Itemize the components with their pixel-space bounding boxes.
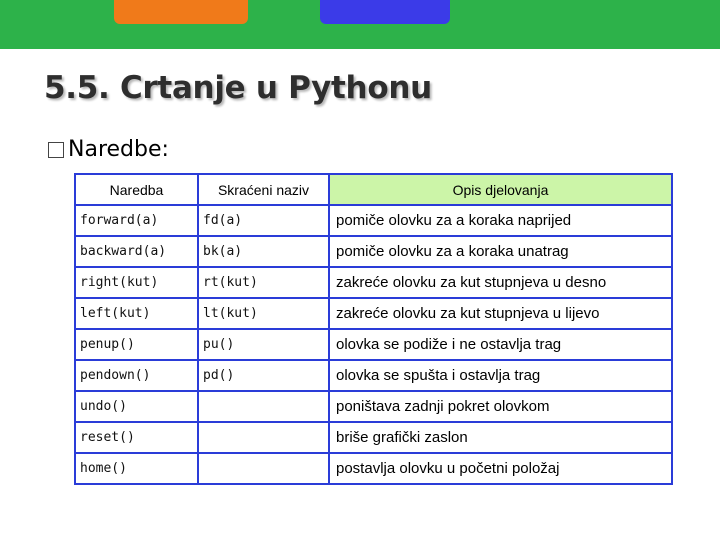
cell-description: olovka se podiže i ne ostavlja trag — [329, 329, 672, 360]
commands-table — [74, 173, 673, 485]
orange-tab-decoration — [114, 0, 248, 24]
blue-tab-decoration — [320, 0, 450, 24]
cell-description: zakreće olovku za kut stupnjeva u lijevo — [329, 298, 672, 329]
bullet-text: Naredbe: — [68, 137, 169, 162]
cell-short-name: pu() — [198, 329, 329, 360]
cell-short-name — [198, 453, 329, 484]
cell-command: backward(a) — [75, 236, 198, 267]
table-row — [75, 453, 672, 484]
cell-short-name: rt(kut) — [198, 267, 329, 298]
square-bullet-icon — [48, 142, 64, 158]
cell-command: penup() — [75, 329, 198, 360]
cell-command: forward(a) — [75, 205, 198, 236]
slide-title: 5.5. Crtanje u Pythonu — [44, 70, 432, 106]
cell-description: pomiče olovku za a koraka naprijed — [329, 205, 672, 236]
table-row — [75, 236, 672, 267]
table-row — [75, 422, 672, 453]
cell-short-name: bk(a) — [198, 236, 329, 267]
table-row — [75, 205, 672, 236]
cell-command: left(kut) — [75, 298, 198, 329]
cell-description: postavlja olovku u početni položaj — [329, 453, 672, 484]
table-row — [75, 267, 672, 298]
table-row — [75, 360, 672, 391]
cell-description: poništava zadnji pokret olovkom — [329, 391, 672, 422]
cell-command: right(kut) — [75, 267, 198, 298]
header-skraceni-naziv: Skraćeni naziv — [198, 174, 329, 205]
cell-short-name — [198, 422, 329, 453]
cell-description: olovka se spušta i ostavlja trag — [329, 360, 672, 391]
cell-description: zakreće olovku za kut stupnjeva u desno — [329, 267, 672, 298]
cell-description: briše grafički zaslon — [329, 422, 672, 453]
cell-command: reset() — [75, 422, 198, 453]
bullet-naredbe — [48, 137, 169, 162]
table-row — [75, 298, 672, 329]
cell-short-name: fd(a) — [198, 205, 329, 236]
cell-command: home() — [75, 453, 198, 484]
cell-short-name — [198, 391, 329, 422]
cell-command: pendown() — [75, 360, 198, 391]
table-header-row — [75, 174, 672, 205]
cell-command: undo() — [75, 391, 198, 422]
cell-short-name: lt(kut) — [198, 298, 329, 329]
header-opis-djelovanja: Opis djelovanja — [329, 174, 672, 205]
table-row — [75, 391, 672, 422]
table-row — [75, 329, 672, 360]
cell-short-name: pd() — [198, 360, 329, 391]
header-naredba: Naredba — [75, 174, 198, 205]
cell-description: pomiče olovku za a koraka unatrag — [329, 236, 672, 267]
